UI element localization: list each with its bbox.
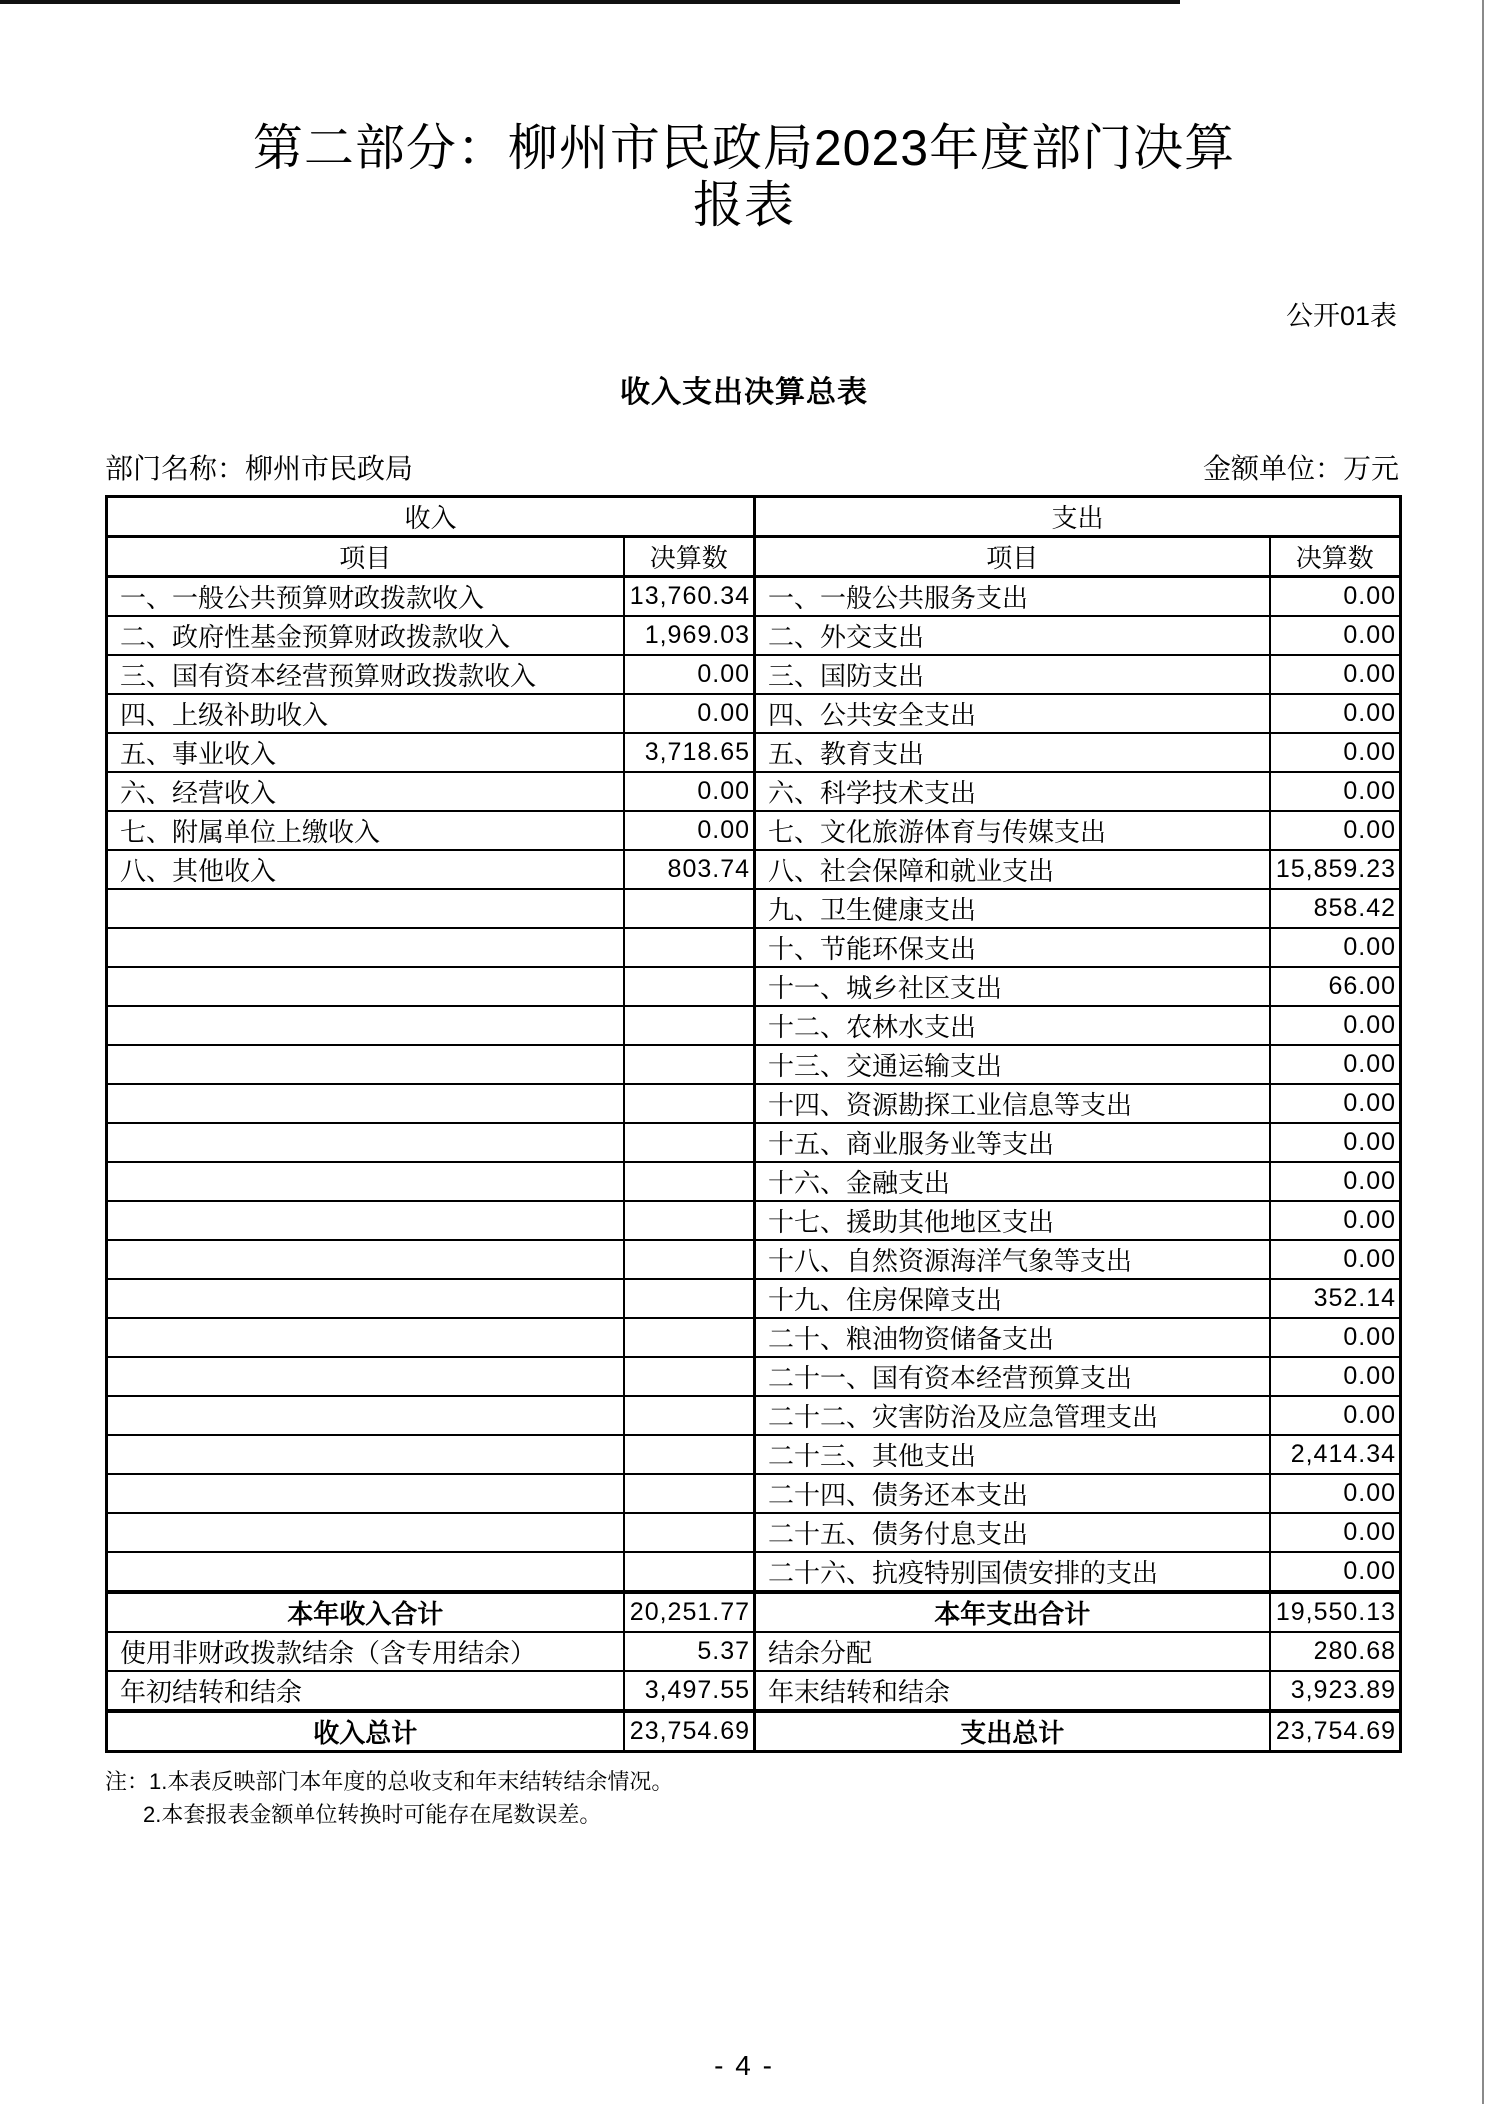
income-item-column-header: 项目: [107, 537, 624, 577]
income-item-cell: 八、其他收入: [107, 850, 624, 889]
table-row: [107, 889, 1401, 928]
table-row: [107, 733, 1401, 772]
table-row: [107, 1201, 1401, 1240]
income-group-header: 收入: [107, 497, 755, 537]
page-number: - 4 -: [714, 2050, 774, 2081]
income-item-cell: [107, 1435, 624, 1474]
table-summary-row: [107, 1671, 1401, 1711]
expense-item-cell: 十、节能环保支出: [755, 928, 1270, 967]
expense-item-column-header: 项目: [755, 537, 1270, 577]
table-meta-row: [105, 447, 1399, 487]
income-item-cell: [107, 967, 624, 1006]
expense-amount-cell: 858.42: [1270, 889, 1401, 928]
expense-item-cell: 十四、资源勘探工业信息等支出: [755, 1084, 1270, 1123]
expense-amount-cell: 23,754.69: [1270, 1711, 1401, 1752]
expense-item-cell: 七、文化旅游体育与传媒支出: [755, 811, 1270, 850]
expense-item-cell: 支出总计: [755, 1711, 1270, 1752]
income-amount-cell: [624, 1513, 755, 1552]
table-row: [107, 811, 1401, 850]
income-amount-cell: 0.00: [624, 694, 755, 733]
income-item-cell: 二、政府性基金预算财政拨款收入: [107, 616, 624, 655]
expense-item-cell: 年末结转和结余: [755, 1671, 1270, 1711]
income-item-cell: 使用非财政拨款结余（含专用结余）: [107, 1632, 624, 1671]
table-row: [107, 1513, 1401, 1552]
income-item-cell: 收入总计: [107, 1711, 624, 1752]
expense-item-cell: 六、科学技术支出: [755, 772, 1270, 811]
table-column-header-row: [107, 537, 1401, 577]
form-code-label: 公开01表: [1285, 301, 1397, 331]
table-row: [107, 1240, 1401, 1279]
note-line-2: 2.本套报表金额单位转换时可能存在尾数误差。: [143, 1802, 602, 1827]
expense-amount-cell: 0.00: [1270, 577, 1401, 617]
expense-item-cell: 十九、住房保障支出: [755, 1279, 1270, 1318]
expense-amount-cell: 352.14: [1270, 1279, 1401, 1318]
income-item-cell: [107, 1318, 624, 1357]
table-row: [107, 577, 1401, 617]
expense-amount-cell: 0.00: [1270, 772, 1401, 811]
income-amount-cell: 5.37: [624, 1632, 755, 1671]
expense-amount-cell: 280.68: [1270, 1632, 1401, 1671]
expense-item-cell: 二、外交支出: [755, 616, 1270, 655]
income-amount-cell: [624, 928, 755, 967]
income-amount-column-header: 决算数: [624, 537, 755, 577]
income-amount-cell: 3,497.55: [624, 1671, 755, 1711]
income-amount-cell: 0.00: [624, 772, 755, 811]
income-item-cell: 本年收入合计: [107, 1592, 624, 1632]
income-amount-cell: [624, 1279, 755, 1318]
income-amount-cell: [624, 1435, 755, 1474]
table-row: [107, 694, 1401, 733]
expense-amount-cell: 0.00: [1270, 616, 1401, 655]
expense-amount-cell: 0.00: [1270, 1240, 1401, 1279]
income-item-cell: [107, 1045, 624, 1084]
income-amount-cell: [624, 1006, 755, 1045]
income-amount-cell: 20,251.77: [624, 1592, 755, 1632]
expense-item-cell: 二十二、灾害防治及应急管理支出: [755, 1396, 1270, 1435]
scan-artifact-top-bar: [0, 0, 1180, 4]
income-amount-cell: 13,760.34: [624, 577, 755, 617]
table-row: [107, 1123, 1401, 1162]
expense-item-cell: 十八、自然资源海洋气象等支出: [755, 1240, 1270, 1279]
expense-item-cell: 九、卫生健康支出: [755, 889, 1270, 928]
expense-item-cell: 十三、交通运输支出: [755, 1045, 1270, 1084]
income-amount-cell: [624, 967, 755, 1006]
income-item-cell: [107, 1357, 624, 1396]
expense-amount-cell: 0.00: [1270, 1123, 1401, 1162]
expense-item-cell: 二十四、债务还本支出: [755, 1474, 1270, 1513]
income-item-cell: [107, 1084, 624, 1123]
expense-item-cell: 四、公共安全支出: [755, 694, 1270, 733]
income-item-cell: [107, 1123, 624, 1162]
table-row: [107, 1552, 1401, 1592]
table-row: [107, 1162, 1401, 1201]
income-amount-cell: [624, 1474, 755, 1513]
expense-item-cell: 本年支出合计: [755, 1592, 1270, 1632]
table-row: [107, 616, 1401, 655]
income-amount-cell: [624, 1045, 755, 1084]
income-amount-cell: 23,754.69: [624, 1711, 755, 1752]
income-amount-cell: [624, 1084, 755, 1123]
expense-item-cell: 五、教育支出: [755, 733, 1270, 772]
expense-amount-cell: 0.00: [1270, 1396, 1401, 1435]
income-amount-cell: [624, 1162, 755, 1201]
table-row: [107, 1396, 1401, 1435]
income-item-cell: [107, 1474, 624, 1513]
expense-amount-cell: 0.00: [1270, 928, 1401, 967]
expense-item-cell: 二十一、国有资本经营预算支出: [755, 1357, 1270, 1396]
income-item-cell: [107, 928, 624, 967]
expense-amount-cell: 0.00: [1270, 1318, 1401, 1357]
expense-amount-cell: 0.00: [1270, 1045, 1401, 1084]
income-amount-cell: 3,718.65: [624, 733, 755, 772]
expense-amount-cell: 0.00: [1270, 1474, 1401, 1513]
expense-item-cell: 二十三、其他支出: [755, 1435, 1270, 1474]
income-item-cell: [107, 1201, 624, 1240]
expense-item-cell: 十二、农林水支出: [755, 1006, 1270, 1045]
department-name-label: 部门名称：柳州市民政局: [105, 453, 414, 484]
income-item-cell: 年初结转和结余: [107, 1671, 624, 1711]
income-item-cell: 七、附属单位上缴收入: [107, 811, 624, 850]
expense-amount-cell: 66.00: [1270, 967, 1401, 1006]
expense-item-cell: 十六、金融支出: [755, 1162, 1270, 1201]
expense-amount-cell: 2,414.34: [1270, 1435, 1401, 1474]
expense-amount-cell: 0.00: [1270, 1513, 1401, 1552]
expense-amount-cell: 0.00: [1270, 1552, 1401, 1592]
expense-item-cell: 二十六、抗疫特别国债安排的支出: [755, 1552, 1270, 1592]
income-amount-cell: [624, 1201, 755, 1240]
table-row: [107, 655, 1401, 694]
table-row: [107, 1084, 1401, 1123]
document-title: [0, 0, 1488, 234]
expense-group-header: 支出: [755, 497, 1401, 537]
income-item-cell: [107, 1240, 624, 1279]
table-row: [107, 772, 1401, 811]
expense-item-cell: 一、一般公共服务支出: [755, 577, 1270, 617]
expense-amount-cell: 0.00: [1270, 811, 1401, 850]
table-row: [107, 928, 1401, 967]
table-row: [107, 1045, 1401, 1084]
expense-amount-cell: 0.00: [1270, 1357, 1401, 1396]
income-item-cell: 六、经营收入: [107, 772, 624, 811]
income-item-cell: [107, 1396, 624, 1435]
expense-item-cell: 十五、商业服务业等支出: [755, 1123, 1270, 1162]
expense-amount-cell: 3,923.89: [1270, 1671, 1401, 1711]
table-summary-row: [107, 1632, 1401, 1671]
table-row: [107, 1006, 1401, 1045]
income-item-cell: [107, 1513, 624, 1552]
income-item-cell: 三、国有资本经营预算财政拨款收入: [107, 655, 624, 694]
expense-amount-cell: 0.00: [1270, 733, 1401, 772]
income-amount-cell: [624, 889, 755, 928]
income-amount-cell: [624, 1318, 755, 1357]
income-amount-cell: [624, 1123, 755, 1162]
income-amount-cell: [624, 1552, 755, 1592]
document-title-line-2: 报表: [693, 177, 795, 233]
note-line-1: 注：1.本表反映部门本年度的总收支和年末结转结余情况。: [105, 1769, 674, 1794]
expense-amount-cell: 0.00: [1270, 694, 1401, 733]
table-row: [107, 1474, 1401, 1513]
income-amount-cell: 0.00: [624, 655, 755, 694]
income-item-cell: [107, 889, 624, 928]
table-summary-row: [107, 1711, 1401, 1752]
table-row: [107, 1435, 1401, 1474]
income-item-cell: 一、一般公共预算财政拨款收入: [107, 577, 624, 617]
table-row: [107, 1357, 1401, 1396]
income-amount-cell: 0.00: [624, 811, 755, 850]
expense-item-cell: 结余分配: [755, 1632, 1270, 1671]
income-amount-cell: [624, 1240, 755, 1279]
table-row: [107, 1279, 1401, 1318]
document-title-line-1: 第二部分：柳州市民政局2023年度部门决算: [252, 120, 1236, 176]
budget-summary-table: [105, 495, 1402, 1753]
income-amount-cell: [624, 1357, 755, 1396]
expense-amount-cell: 0.00: [1270, 655, 1401, 694]
income-item-cell: 四、上级补助收入: [107, 694, 624, 733]
expense-item-cell: 十一、城乡社区支出: [755, 967, 1270, 1006]
table-row: [107, 967, 1401, 1006]
table-head: [107, 497, 1401, 577]
table-summary-row: [107, 1592, 1401, 1632]
income-item-cell: [107, 1006, 624, 1045]
table-body: [107, 577, 1401, 1752]
income-amount-cell: 1,969.03: [624, 616, 755, 655]
expense-amount-cell: 19,550.13: [1270, 1592, 1401, 1632]
expense-amount-cell: 0.00: [1270, 1162, 1401, 1201]
income-amount-cell: [624, 1396, 755, 1435]
expense-item-cell: 十七、援助其他地区支出: [755, 1201, 1270, 1240]
table-notes: [105, 1765, 1488, 1831]
table-row: [107, 850, 1401, 889]
amount-unit-label: 金额单位：万元: [1202, 453, 1399, 484]
income-item-cell: [107, 1162, 624, 1201]
income-item-cell: 五、事业收入: [107, 733, 624, 772]
table-group-header-row: [107, 497, 1401, 537]
expense-amount-column-header: 决算数: [1270, 537, 1401, 577]
expense-item-cell: 三、国防支出: [755, 655, 1270, 694]
income-item-cell: [107, 1279, 624, 1318]
expense-amount-cell: 0.00: [1270, 1084, 1401, 1123]
expense-item-cell: 二十、粮油物资储备支出: [755, 1318, 1270, 1357]
expense-amount-cell: 0.00: [1270, 1201, 1401, 1240]
expense-item-cell: 八、社会保障和就业支出: [755, 850, 1270, 889]
expense-item-cell: 二十五、债务付息支出: [755, 1513, 1270, 1552]
expense-amount-cell: 15,859.23: [1270, 850, 1401, 889]
income-amount-cell: 803.74: [624, 850, 755, 889]
expense-amount-cell: 0.00: [1270, 1006, 1401, 1045]
income-item-cell: [107, 1552, 624, 1592]
table-row: [107, 1318, 1401, 1357]
scan-artifact-right-line: [1482, 0, 1484, 2104]
table-title: 收入支出决算总表: [620, 376, 868, 409]
